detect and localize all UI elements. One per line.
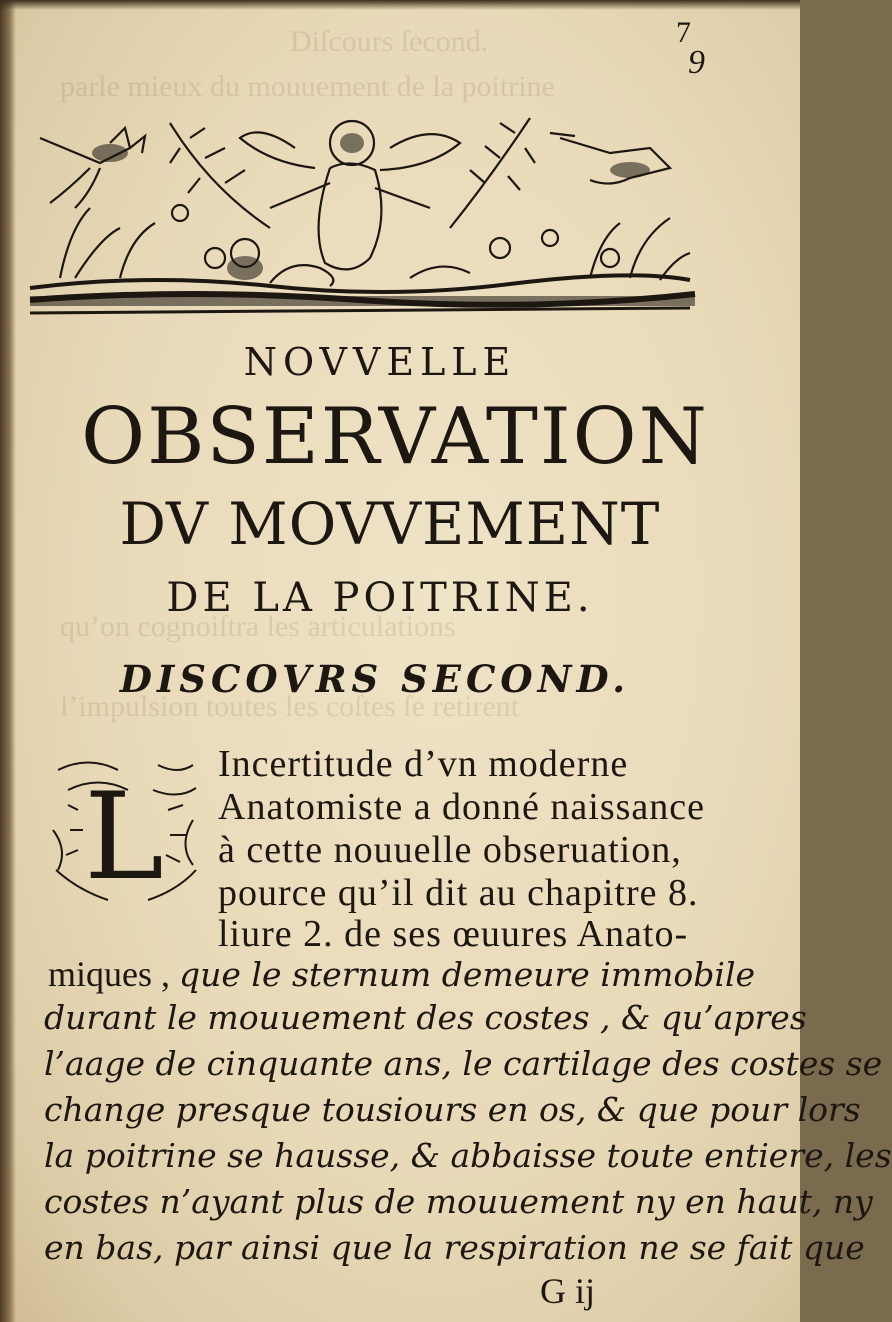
folio-mark: 7 [676, 16, 691, 49]
body-line: à cette nouuelle obseruation, [218, 829, 682, 871]
title-line-4: DE LA POITRINE. [166, 575, 594, 621]
show-through: l’impulsion toutes les coſtes ſe retirent [60, 690, 520, 723]
body-line: Incertitude d’vn moderne [218, 743, 629, 785]
body-line-mixed [48, 953, 755, 995]
body-line: liure 2. de ses œuures Anato- [218, 913, 689, 955]
body-italic-line: costes n’ayant plus de mouuement ny en haut, ny [44, 1182, 873, 1221]
page-number: 9 [688, 44, 705, 81]
show-through: qu’on cognoiſtra les articulations [60, 610, 456, 643]
title-line-1: NOVVELLE [243, 340, 517, 384]
body-italic-line: l’aage de cinquante ans, le cartilage des costes se [44, 1044, 883, 1083]
decorated-initial [48, 750, 200, 910]
show-through: Diſcours ſecond. [290, 25, 489, 58]
body-line: Anatomiste a donné naissance [218, 786, 706, 828]
title-line-3: DV MOVVEMENT [119, 490, 661, 558]
woodcut-headpiece [30, 108, 695, 333]
body-italic-line: en bas, par ainsi que la respiration ne se fait que [44, 1228, 865, 1267]
body-italic-fragment: que le sternum demeure immobile [179, 955, 756, 994]
body-italic-line: durant le mouuement des costes , & qu’apres [44, 998, 807, 1037]
show-through: parle mieux du mouuement de la poitrine [60, 70, 555, 103]
initial-letter: L [84, 768, 164, 907]
page-top-shadow [0, 0, 800, 10]
body-italic-line: la poitrine se hausse, & abbaisse toute entiere, les [44, 1136, 892, 1175]
body-italic-line: change presque tousiours en os, & que pour lors [44, 1090, 861, 1129]
body-roman-fragment: miques , [48, 954, 170, 994]
signature-mark: G ij [540, 1271, 596, 1311]
title-line-2: OBSERVATION [81, 392, 709, 482]
body-line: pource qu’il dit au chapitre 8. [218, 872, 699, 914]
subtitle: DISCOVRS SECOND. [119, 657, 631, 701]
